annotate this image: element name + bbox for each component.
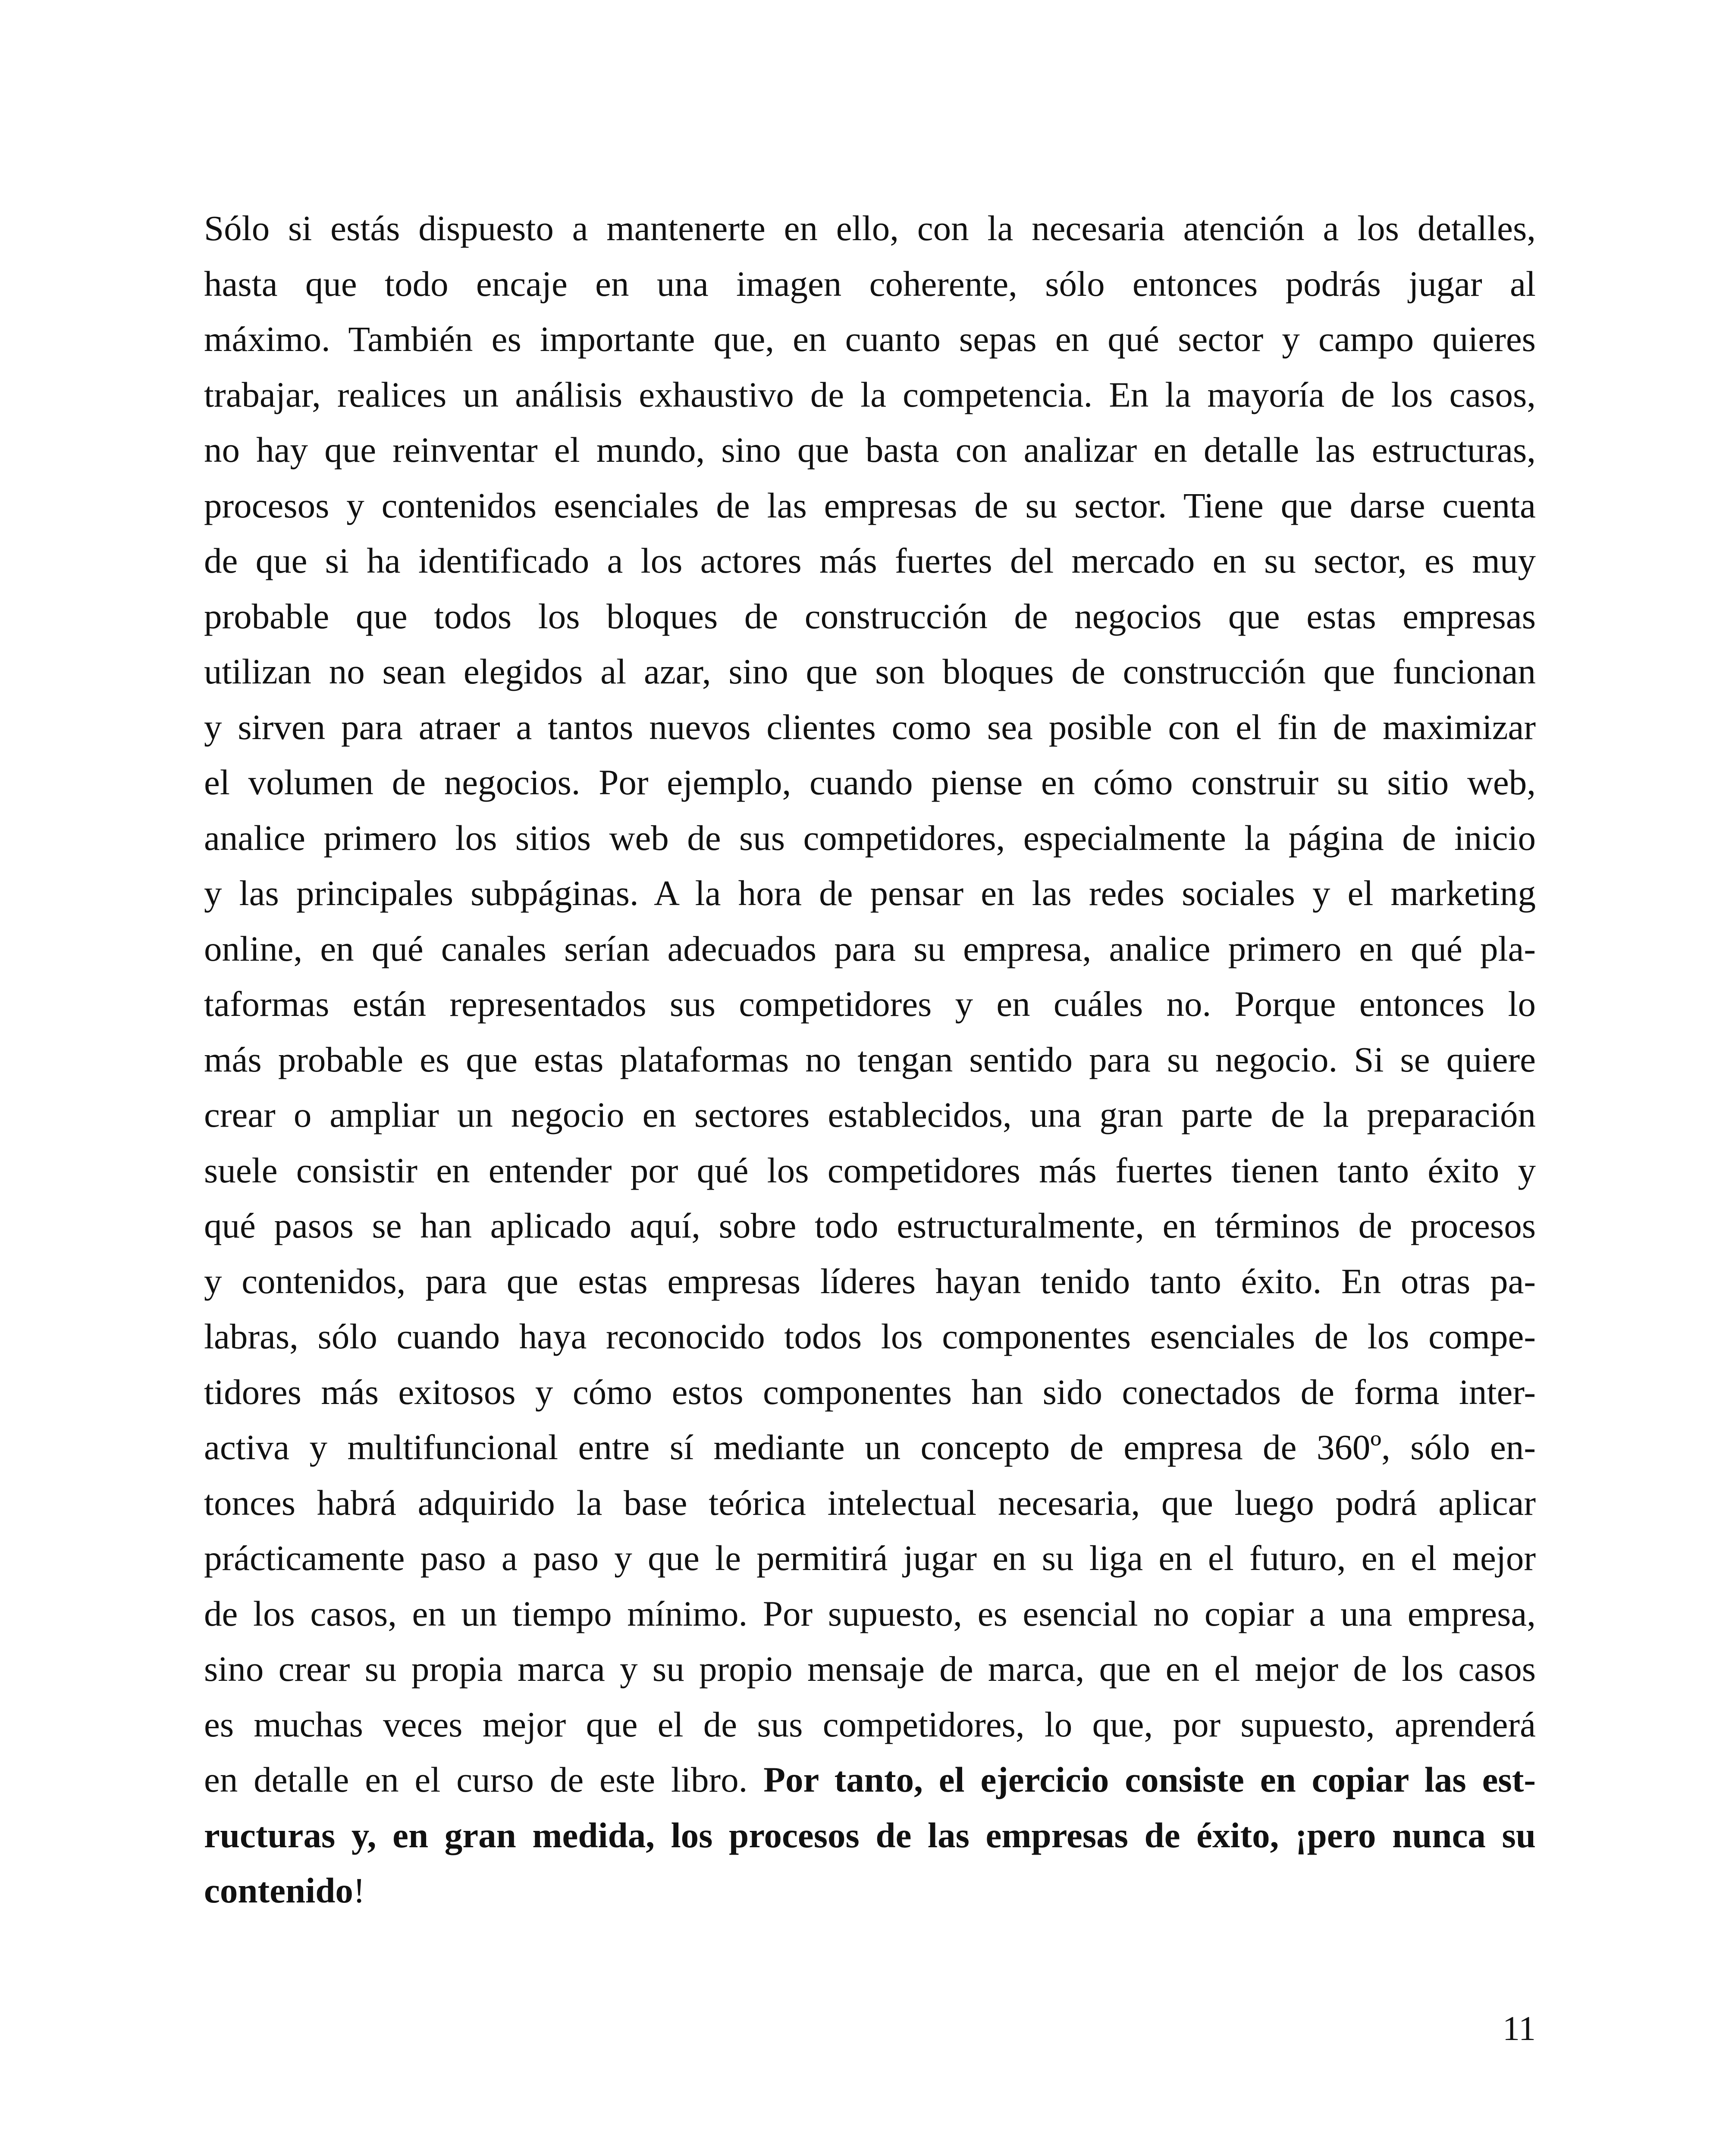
text-line: Sólo si estás dispuesto a mantenerte en ello, con la necesaria atención a los detalles, [204, 208, 1536, 248]
normal-text-segment: ! [353, 1871, 365, 1910]
text-line: labras, sólo cuando haya reconocido todos los componentes esenciales de los compe- [204, 1316, 1536, 1356]
text-line: activa y multifuncional entre sí mediante un concepto de empresa de 360º, sólo en- [204, 1427, 1536, 1467]
body-paragraph [204, 201, 1536, 1918]
mixed-text-line [204, 1752, 1536, 1808]
final-text-line [204, 1863, 1536, 1918]
bold-text-segment: Por tanto, el ejercicio consiste en copiar las est- [763, 1760, 1536, 1799]
normal-text-segment: en detalle en el curso de este libro. [204, 1760, 764, 1799]
text-line: es muchas veces mejor que el de sus competidores, lo que, por supuesto, aprenderá [204, 1704, 1536, 1744]
text-line: suele consistir en entender por qué los competidores más fuertes tienen tanto éxito y [204, 1150, 1536, 1190]
text-line: qué pasos se han aplicado aquí, sobre todo estructuralmente, en términos de procesos [204, 1206, 1536, 1245]
text-line: hasta que todo encaje en una imagen coherente, sólo entonces podrás jugar al [204, 263, 1536, 304]
text-line: de los casos, en un tiempo mínimo. Por supuesto, es esencial no copiar a una empresa, [204, 1593, 1536, 1633]
page-number: 11 [1502, 2010, 1536, 2048]
text-line: procesos y contenidos esenciales de las empresas de su sector. Tiene que darse cuenta [204, 485, 1536, 525]
text-line: probable que todos los bloques de construcción de negocios que estas empresas [204, 596, 1536, 636]
text-line: y sirven para atraer a tantos nuevos clientes como sea posible con el fin de maximizar [204, 707, 1536, 747]
text-line: trabajar, realices un análisis exhaustivo de la competencia. En la mayoría de los casos, [204, 374, 1536, 414]
text-line: utilizan no sean elegidos al azar, sino que son bloques de construcción que funcionan [204, 652, 1536, 691]
text-line: sino crear su propia marca y su propio mensaje de marca, que en el mejor de los casos [204, 1649, 1536, 1689]
text-line: tonces habrá adquirido la base teórica intelectual necesaria, que luego podrá aplicar [204, 1482, 1536, 1523]
text-line: online, en qué canales serían adecuados para su empresa, analice primero en qué pla- [204, 928, 1536, 968]
text-line: no hay que reinventar el mundo, sino que basta con analizar en detalle las estructuras, [204, 430, 1536, 470]
text-line: más probable es que estas plataformas no tengan sentido para su negocio. Si se quiere [204, 1039, 1536, 1079]
text-line: prácticamente paso a paso y que le permitirá jugar en su liga en el futuro, en el mejor [204, 1538, 1536, 1578]
text-line: tidores más exitosos y cómo estos componentes han sido conectados de forma inter- [204, 1372, 1536, 1412]
text-line: crear o ampliar un negocio en sectores establecidos, una gran parte de la preparación [204, 1095, 1536, 1134]
text-line: y las principales subpáginas. A la hora de pensar en las redes sociales y el marketing [204, 873, 1536, 913]
text-line: y contenidos, para que estas empresas líderes hayan tenido tanto éxito. En otras pa- [204, 1261, 1536, 1301]
text-line: taformas están representados sus competidores y en cuáles no. Porque entonces lo [204, 984, 1536, 1024]
bold-text-line: ructuras y, en gran medida, los procesos de las empresas de éxito, ¡pero nunca su [204, 1815, 1536, 1855]
text-line: analice primero los sitios web de sus competidores, especialmente la página de inicio [204, 818, 1536, 858]
text-line: de que si ha identificado a los actores más fuertes del mercado en su sector, es muy [204, 541, 1536, 580]
bold-text-segment: contenido [204, 1871, 353, 1910]
text-line: el volumen de negocios. Por ejemplo, cuando piense en cómo construir su sitio web, [204, 762, 1536, 802]
text-line: máximo. También es importante que, en cuanto sepas en qué sector y campo quieres [204, 319, 1536, 359]
